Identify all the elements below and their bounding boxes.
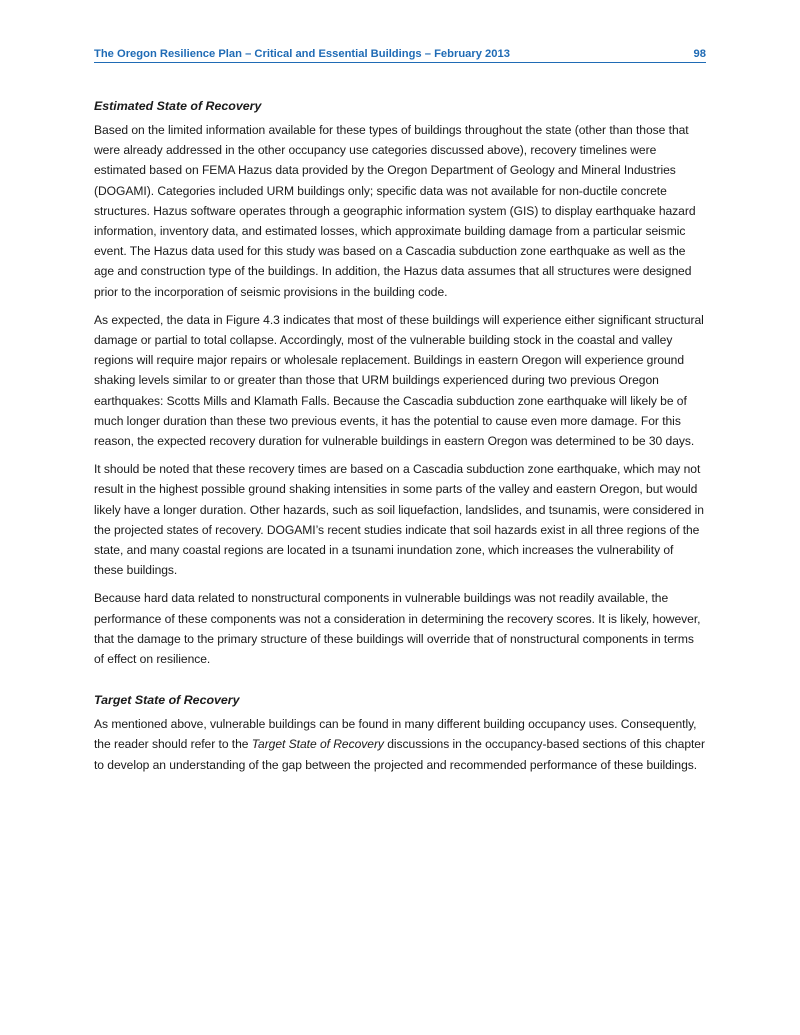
- paragraph: [94, 714, 706, 775]
- document-page: [94, 48, 706, 783]
- paragraph: Based on the limited information available for these types of buildings throughout the state (other than those that were already addressed in the other occupancy use categories discussed above), recovery timelines were estimated based on FEMA Hazus data provided by the Oregon Department of Geology and Mineral Industries (DOGAMI). Categories included URM buildings only; specific data was not available for non-ductile concrete structures. Hazus software operates through a geographic information system (GIS) to display earthquake hazard information, inventory data, and estimated losses, which approximate building damage from a particular seismic event. The Hazus data used for this study was based on a Cascadia subduction zone earthquake as well as the age and construction type of the buildings. In addition, the Hazus data assumes that all structures were designed prior to the incorporation of seismic provisions in the building code.: [94, 123, 696, 299]
- paragraph: It should be noted that these recovery times are based on a Cascadia subduction zone earthquake, which may not result in the highest possible ground shaking intensities in some parts of the valley and eastern Oregon, but would likely have a longer duration. Other hazards, such as soil liquefaction, landslides, and tsunamis, were considered in the projected states of recovery. DOGAMI’s recent studies indicate that soil hazards exist in all three regions of the state, and many coastal regions are located in a tsunami inundation zone, which increases the vulnerability of these buildings.: [94, 462, 704, 578]
- section-title-target-state: Target State of Recovery: [94, 693, 240, 708]
- page-number: 98: [693, 48, 706, 60]
- paragraph-text-end: discussions in the occupancy-based sections of this chapter to develop an understanding of the gap between the projected and recommended performance of these buildings.: [94, 737, 705, 772]
- header-title: The Oregon Resilience Plan – Critical and Essential Buildings – February 2013: [94, 48, 510, 60]
- section-title-estimated-state: Estimated State of Recovery: [94, 99, 262, 113]
- paragraph: Because hard data related to nonstructural components in vulnerable buildings was not readily available, the performance of these components was not a consideration in determining the recovery scores. It is likely, however, that the damage to the primary structure of these buildings will override that of nonstructural components in terms of effect on resilience.: [94, 591, 701, 667]
- paragraph-text-start: As mentioned above, vulnerable buildings can be found in many different building occupancy uses. Consequently, the reader should refer to the: [94, 717, 697, 752]
- paragraph-italic-reference: Target State of Recovery: [251, 737, 384, 752]
- paragraph: As expected, the data in Figure 4.3 indicates that most of these buildings will experience either significant structural damage or partial to total collapse. Accordingly, most of the vulnerable building stock in the coastal and valley regions will require major repairs or wholesale replacement. Buildings in eastern Oregon will experience ground shaking levels similar to or greater than those that URM buildings experienced during two previous Oregon earthquakes: Scotts Mills and Klamath Falls. Because the Cascadia subduction zone earthquake will likely be of much longer duration than these two previous events, it has the potential to cause even more damage. For this reason, the expected recovery duration for vulnerable buildings in eastern Oregon was determined to be 30 days.: [94, 312, 704, 449]
- running-header: [94, 48, 706, 63]
